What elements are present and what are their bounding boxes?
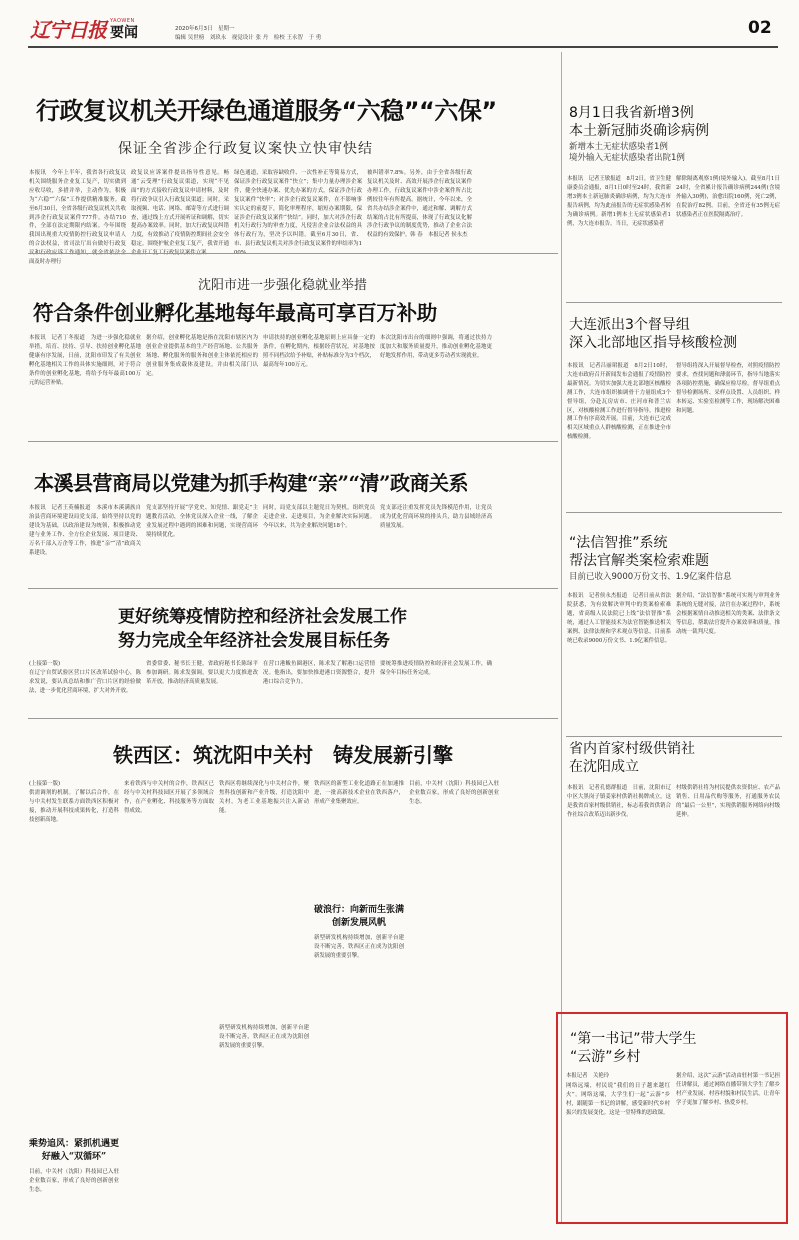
right-story-dalian: [566, 304, 782, 464]
right3-headline-line1: “法信智推”系统: [569, 535, 668, 551]
story3-col2: 党支部坚持开展“学党史、知党情、跟党走”主题教育活动，全体党员深入企业一线，了解企业发展过程中遇到的困难和问题，实现营商环境持续优化。: [146, 505, 258, 538]
story4-headline-line2: 努力完成全年经济社会发展目标任务: [118, 631, 390, 651]
story5-headline: 铁西区：筑沈阳中关村 铸发展新引擎: [113, 743, 453, 767]
right-story-first-secretary: [556, 1012, 788, 1224]
story3-headline: 本溪县营商局以党建为抓手构建“亲”“清”政商关系: [34, 471, 469, 495]
story5-col1b: 目前，中关村（沈阳）科技园已入驻企业数百家，形成了良好的创新创业生态。: [29, 1169, 119, 1193]
story5-kicker: (上接第一版): [29, 781, 61, 787]
right2-col1: 本报讯 记者吕丽珺报道 8月2日10时，大连市政府召开新闻发布会通报了疫情防控最新情况。为切实加强大连北部地区核酸检测工作，大连市组织抽调骨干力量组成3个督导组，分赴瓦房店市、庄河市和普兰店区，对核酸检测工作进行督导指导，推进检测工作有序高效开展。目前，大连市已完成相关区域重点人群核酸检测，正在推进全市核酸检测。: [567, 363, 671, 441]
story2-kicker: 沈阳市进一步强化稳就业举措: [198, 278, 368, 293]
right2-col2: 督导组将深入开展督导检查，对照疫情防控要求，查找问题和薄弱环节，指导当地落实各项防控措施，确保应检尽检。督导组重点督导检测场所、采样点设置、人员组织、样本转运、实验室检测等工作，现场解决困难和问题。: [676, 363, 780, 414]
story5-col1: 供需调剂的机制。了解以后合作，在与中关村发生联系方面铁西区积极对接，推动开展科技成果转化，打造科技创新高地。: [29, 790, 119, 823]
story-admin-review: [28, 52, 558, 266]
story4-headline-line1: 更好统筹疫情防控和经济社会发展工作: [118, 607, 407, 627]
story5-sub1: 破浪行：向新而生张满创新发展风帆: [314, 905, 405, 928]
story2-col4: 本次沈阳市出台的细则中强调，将通过扶持力度加大和服务质量提升，推动创业孵化基地更好地发挥作用，带动更多劳动者实现就业。: [380, 335, 492, 359]
right5-byline: 本报记者 关艳玲: [566, 1073, 610, 1079]
section-title: 要闻: [110, 25, 138, 41]
right5-col2: 据介绍，这次“云游”活动由驻村第一书记担任讲解员，通过网络直播带领大学生了解乡村产业发展、村容村貌和村民生活，让青年学子更加了解乡村、热爱乡村。: [676, 1073, 780, 1106]
newspaper-logo: 辽宁日报: [30, 18, 106, 42]
right2-headline-line1: 大连派出3个督导组: [569, 317, 690, 333]
story2-col2: 据介绍，创业孵化基地是指在沈阳市辖区内为创业企业提供基本的生产经营场地、公共服务场地、孵化服务的服务和创业主体依托相应的创业服务集成载体及建设，并由相关部门认定。: [146, 335, 258, 377]
story3-col4: 党支部还注重发挥党员先锋模范作用，让党员成为优化营商环境的排头兵，助力县域经济高质量发展。: [380, 505, 492, 529]
divider: [28, 588, 558, 589]
story1-headline: 行政复议机关开绿色通道服务“六稳”“六保”: [36, 97, 497, 125]
right4-headline-line1: 省内首家村级供销社: [569, 741, 695, 757]
right3-headline-line2: 帮法官解类案检索难题: [569, 553, 709, 569]
staff-line: 编辑 吴世榜 刘玖永 视觉设计 张 丹 检校 王永智 于 勇: [175, 35, 322, 41]
story4-kicker: (上接第一版): [29, 661, 61, 667]
story5-col3: 铁西区将继续深化与中关村合作，聚焦科技创新和产业升级，打造沈阳中关村，为老工业基地振兴注入新动能。: [219, 781, 309, 814]
story5-col2: 来看铁西与中关村的合作，铁西区已经与中关村科技园区开展了多领域合作，在产业孵化、科技服务等方面取得成效。: [124, 781, 214, 814]
right-story-covid-cases: [566, 52, 782, 302]
story-benxi: [28, 444, 558, 584]
right1-col2: 解除隔离观察1例(境外输入)。截至8月1日24时，全省累计报告确诊病例244例(含境外输入30例)，治愈出院160例，死亡2例，在院治疗82例。目前，全省还有35例无症状感染者正在医院隔离治疗。: [676, 176, 780, 218]
section-en: YAOWEN: [110, 18, 135, 24]
masthead-rule: [28, 46, 778, 48]
right-story-fazhi: [566, 514, 782, 714]
divider: [28, 718, 558, 719]
story3-col1: 本报讯 记者王英楠报道 本溪市本溪满族自治县营商环境建设局党支部，始终坚持以党的建设为基础，以政治建设为统领，积极推动党建与业务工作、全方位企业发展、项目建设、万名干部入万企等工作，推进“亲”“清”政商关系建设。: [29, 505, 141, 556]
right2-headline-line2: 深入北部地区指导核酸检测: [569, 335, 737, 351]
masthead: [0, 0, 799, 50]
right1-headline-line2: 本土新冠肺炎确诊病例: [569, 123, 709, 139]
right3-col1: 本报讯 记者侯永杰报道 记者日前从省法院获悉，为有效解决审判中的类案检索难题，省高级人民法院已上线“法信智推”系统，通过人工智能技术为法官智能推送相关案例、法律法规和学术观点等信息，目前系统已收录9000万份文书、1.9亿案件信息。: [567, 593, 671, 644]
story-incubation: [28, 256, 558, 436]
story1-subheadline: 保证全省涉企行政复议案快立快审快结: [118, 141, 373, 157]
story4-col3: 在营口港鲅鱼圈港区，陈求发了解港口运营情况。他指出，要加快推进港口资源整合，提升港口综合竞争力。: [263, 661, 375, 685]
right5-col1: 网络远端，村民说“我们的日子越来越红火”。网络这端，大学生们一起“云游”乡村，跟随第一书记的讲解，感受新时代乡村振兴的发展变化。这是一堂特殊的思政课。: [566, 1083, 670, 1116]
story1-col3: 绿色通道，采取容缺收件、一次性补正等简易方式，保证涉企行政复议案件“快立”；集中力量办理涉企案件，健全快速办案、优先办案的方式，保证涉企行政复议案件“快审”；对涉企行政复议案件，在不影响事实认定的前提下，简化审理程序，缩短办案期限，保证涉企行政复议案件“快结”。同时，加大对涉企行政机关行政行为的审查力度，凡侵害企业合法权益的具体行政行为，坚决予以纠错。截至6月30日，省、市、县行政复议机关对涉企行政复议案件的审结率为1: [234, 170, 362, 248]
right1-headline-line1: 8月1日我省新增3例: [569, 105, 694, 121]
right3-col2: 据介绍，“法信智推”系统可实现与审判业务系统的无缝对接，法官在办案过程中，系统会根据案情自动推送相关的类案、法律条文等信息，帮助法官提升办案效率和质量，推动统一裁判尺度。: [676, 593, 780, 635]
right1-sub2: 境外输入无症状感染者出院1例: [569, 153, 685, 163]
story5-col4: 铁西区的新型工业化道路正在加速推进，一批高新技术企业在铁西落户，形成产业集聚效应。: [314, 781, 404, 805]
story4-col2: 省委常委、秘书长王健，省政府秘书长陈绿平参加调研。陈求发强调，要以更大力度推进改革开放，推动经济高质量发展。: [146, 661, 258, 685]
story2-col1: 本报讯 记者丁冬报道 为进一步强化稳就业举措，培育、扶持、引导、扶持创业孵化基地健康有序发展，日前，沈阳市印发了有关创业孵化基地相关工作的具体实施细则，对于符合条件的创业孵化基地，将给予每年最高100万元的运营补贴。: [29, 335, 141, 386]
right5-headline-line2: “云游”乡村: [570, 1049, 641, 1065]
divider: [28, 441, 558, 442]
divider: [566, 736, 782, 737]
right4-headline-line2: 在沈阳成立: [569, 759, 639, 775]
right4-col2: 村级供销社将为村民提供农资供应、农产品销售、日用品代购等服务，打通服务农民的“最后一公里”，实现供销服务网络向村级延伸。: [676, 785, 780, 818]
story5-sub2: 乘势追风：紧抓机遇更好融入“双循环”: [29, 1139, 120, 1162]
story2-headline: 符合条件创业孵化基地每年最高可享百万补助: [33, 301, 437, 325]
story2-col3: 申请扶持的创业孵化基地原则上应具备一定的条件，在孵化期内，根据经营状况，对基地按照不同档次给予补贴，补贴标准分为3个档次，最高每年100万元。: [263, 335, 375, 368]
story5-col4b: 新型研发机构持续增加，创新平台建设不断完善，铁西区正在成为沈阳创新发展的重要引擎。: [314, 935, 404, 959]
right5-headline-line1: “第一书记”带大学生: [570, 1031, 697, 1047]
divider: [28, 253, 558, 254]
divider: [566, 512, 782, 513]
right1-col1: 本报讯 记者王敏报道 8月2日，省卫生健康委员会通报，8月1日0时至24时，我省新增3例本土新冠肺炎确诊病例，均为大连市报告病例，均为此前报告的无症状感染者转为确诊病例。新增1例本土无症状感染者1例，为大连市报告。当日，无症状感染者: [567, 176, 671, 227]
story4-col4: 要统筹推进疫情防控和经济社会发展工作，确保全年目标任务完成。: [380, 661, 492, 676]
right3-sub: 目前已收入9000万份文书、1.9亿案件信息: [569, 572, 732, 582]
right4-col1: 本报讯 记者孔德群报道 日前，沈阳市辽中区大黑岗子镇姜家村供销社揭牌成立，这是我省首家村级供销社，标志着我省供销合作社综合改革迈出新步伐。: [567, 785, 671, 818]
story1-col4: 被纠错率7.8%。另外，由于全省各级行政复议机关及时、高效开展涉企行政复议案件办理工作，行政复议案件中涉企案件所占比例较往年有所提高。据统计，今年以来，全省共办结涉企案件中，通过和解、调解方式结案的占比有所提高，体现了行政复议化解涉企行政争议的制度优势，推动了企业合法权益的有效保护。韩 春 本报记者 侯永杰: [367, 170, 472, 239]
story3-col3: 同时，局党支部以主题党日为契机，组织党员走进企业、走进项目，为企业解决实际问题。今年以来，共为企业解决问题18个。: [263, 505, 375, 529]
story5-col5: 目前，中关村（沈阳）科技园已入驻企业数百家，形成了良好的创新创业生态。: [409, 781, 499, 805]
divider: [566, 302, 782, 303]
story1-col2: 政复议应诉案件提出指导性意见。畅通“云受理”行政复议渠道，实现“不见面”的方式接收行政复议申请材料，及时将行政争议引入行政复议渠道；同时，采取视频、电话、网络、邮寄等方式进行调查，通过线上方式开展听证和调解，切实提高办案效率。同时，加大行政复议纠错力度，有效推动了疫情防控期间社会安全稳定。围绕护航企业复工复产，我省开通: [131, 170, 229, 248]
story1-col1: 本报讯 今年上半年，我省各行政复议机关围绕服务企业复工复产，切实做到应收尽收，多措并举，主动作为，积极为“六稳”“六保”工作提供精准服务。截至6月30日，全省各级行政复议机关共收到涉企行政复议案件777件，办结710件，全部在法定期限内结案。今年围绕我国出现重大疫情防控行政复议申请人的合法权益，省司法厅出台做好行政复 面及时办理行: [29, 170, 126, 266]
right-story-coop: [566, 738, 782, 958]
date-line: 2020年6月3日 星期一: [175, 26, 235, 32]
story-tiexi: [28, 720, 558, 1220]
right1-sub1: 新增本土无症状感染者1例: [569, 142, 668, 152]
section-tag: [110, 18, 148, 48]
page-number: 02: [748, 18, 772, 38]
story5-col3b: 新型研发机构持续增加，创新平台建设不断完善，铁西区正在成为沈阳创新发展的重要引擎。: [219, 1025, 309, 1049]
story4-col1: 在辽宁自贸试验区营口片区改革试验中心，陈求发说，要认真总结和推广营口片区的经验做法，进一步优化营商环境，扩大对外开放。: [29, 670, 141, 694]
story-epidemic-economy: [28, 590, 558, 716]
